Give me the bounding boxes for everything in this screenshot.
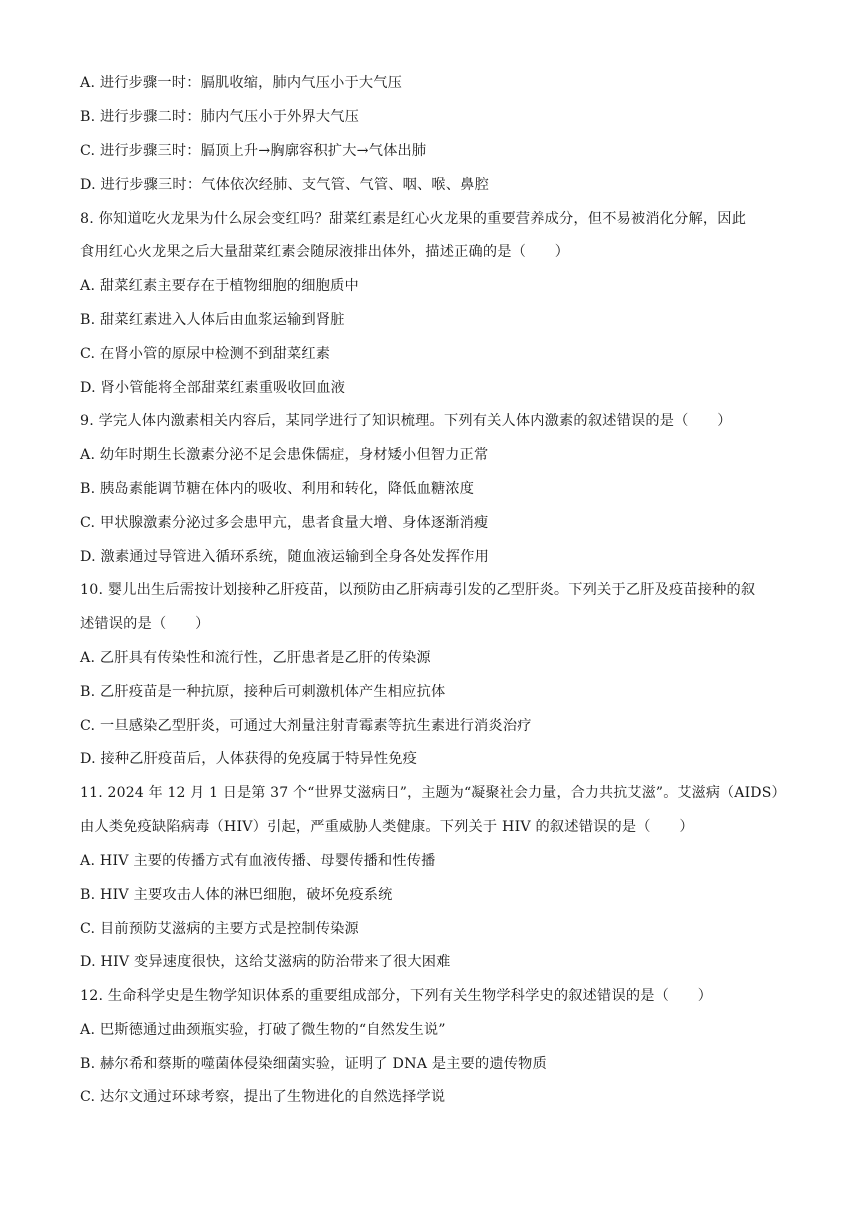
option-line: D. HIV 变异速度很快，这给艾滋病的防治带来了很大困难 [80, 954, 451, 970]
question-stem: 由人类免疫缺陷病毒（HIV）引起，严重威胁人类健康。下列关于 HIV 的叙述错误的是（ ） [80, 819, 694, 835]
option-line: C. 进行步骤三时：膈顶上升→胸廓容积扩大→气体出肺 [80, 143, 427, 159]
option-line: B. 甜菜红素进入人体后由血浆运输到肾脏 [80, 312, 345, 328]
question-stem: 述错误的是（ ） [80, 616, 210, 632]
question-stem: 12. 生命科学史是生物学知识体系的重要组成部分，下列有关生物学科学史的叙述错误的是（ ） [80, 988, 713, 1004]
option-line: A. 进行步骤一时：膈肌收缩，肺内气压小于大气压 [80, 75, 403, 91]
question-stem: 10. 婴儿出生后需按计划接种乙肝疫苗，以预防由乙肝病毒引发的乙型肝炎。下列关于乙肝及疫苗接种的叙 [80, 582, 756, 598]
option-line: A. 甜菜红素主要存在于植物细胞的细胞质中 [80, 278, 359, 294]
option-line: C. 一旦感染乙型肝炎，可通过大剂量注射青霉素等抗生素进行消炎治疗 [80, 718, 532, 734]
option-line: C. 在肾小管的原尿中检测不到甜菜红素 [80, 346, 331, 362]
question-stem: 11. 2024 年 12 月 1 日是第 37 个“世界艾滋病日”，主题为“凝聚社会力量，合力共抗艾滋”。艾滋病（AIDS） [80, 785, 786, 801]
question-stem: 食用红心火龙果之后大量甜菜红素会随尿液排出体外，描述正确的是（ ） [80, 244, 570, 260]
option-line: B. 进行步骤二时：肺内气压小于外界大气压 [80, 109, 360, 125]
option-line: B. 赫尔希和蔡斯的噬菌体侵染细菌实验，证明了 DNA 是主要的遗传物质 [80, 1056, 547, 1072]
option-line: A. 幼年时期生长激素分泌不足会患侏儒症，身材矮小但智力正常 [80, 447, 489, 463]
option-line: D. 激素通过导管进入循环系统，随血液运输到全身各处发挥作用 [80, 549, 489, 565]
option-line: B. 胰岛素能调节糖在体内的吸收、利用和转化，降低血糖浓度 [80, 481, 475, 497]
question-stem: 9. 学完人体内激素相关内容后，某同学进行了知识梳理。下列有关人体内激素的叙述错误的是（ ） [80, 413, 732, 429]
option-line: C. 达尔文通过环球考察，提出了生物进化的自然选择学说 [80, 1089, 446, 1105]
option-line: D. 进行步骤三时：气体依次经肺、支气管、气管、咽、喉、鼻腔 [80, 177, 489, 193]
option-line: B. 乙肝疫苗是一种抗原，接种后可刺激机体产生相应抗体 [80, 684, 446, 700]
option-line: B. HIV 主要攻击人体的淋巴细胞，破坏免疫系统 [80, 887, 393, 903]
question-stem: 8. 你知道吃火龙果为什么尿会变红吗？甜菜红素是红心火龙果的重要营养成分，但不易被消化分解，因此 [80, 211, 747, 227]
option-line: A. 巴斯德通过曲颈瓶实验，打破了微生物的“自然发生说” [80, 1022, 446, 1038]
option-line: D. 接种乙肝疫苗后，人体获得的免疫属于特异性免疫 [80, 751, 418, 767]
option-line: C. 目前预防艾滋病的主要方式是控制传染源 [80, 921, 359, 937]
option-line: C. 甲状腺激素分泌过多会患甲亢，患者食量大增、身体逐渐消瘦 [80, 515, 489, 531]
option-line: A. 乙肝具有传染性和流行性，乙肝患者是乙肝的传染源 [80, 650, 431, 666]
option-line: A. HIV 主要的传播方式有血液传播、母婴传播和性传播 [80, 853, 436, 869]
option-line: D. 肾小管能将全部甜菜红素重吸收回血液 [80, 380, 346, 396]
